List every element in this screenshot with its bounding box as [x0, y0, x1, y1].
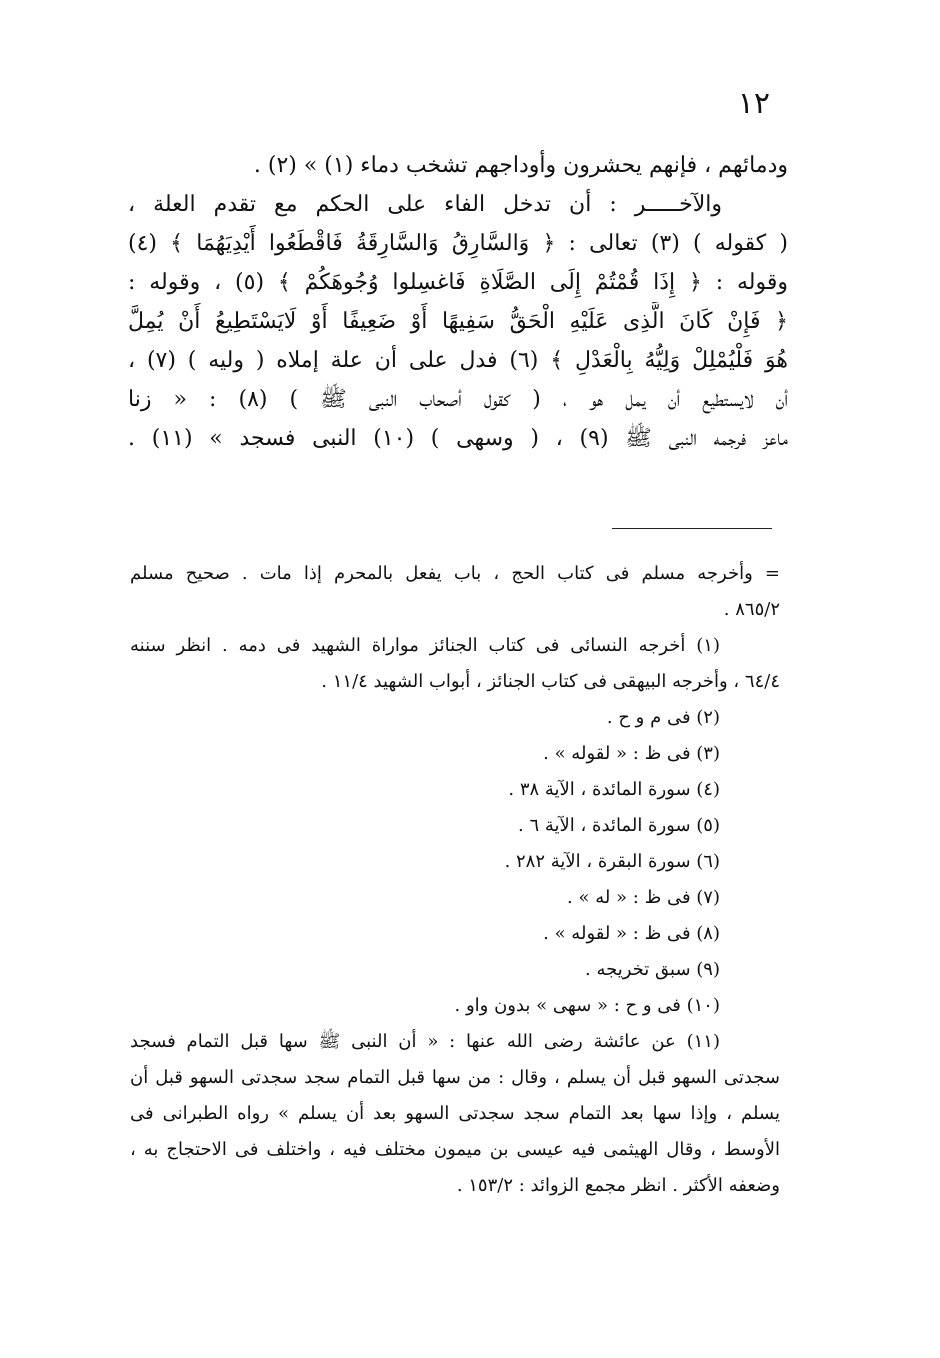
footnote-line: يسلم ، وإذا سها بعد التمام سجد سجدتى السهو بعد أن يسلم » رواه الطبرانى فى — [130, 1103, 780, 1124]
footnote-line: (٨) فى ظ : « لقوله » . — [543, 923, 720, 944]
footnote-line: (٧) فى ظ : « له » . — [567, 887, 720, 908]
footnote-line: (١) أخرجه النسائى فى كتاب الجنائز مواراة الشهيد فى دمه . انظر سننه — [130, 635, 720, 656]
footnote-line: (٦) سورة البقرة ، الآية ٢٨٢ . — [504, 851, 720, 872]
footnote-line: ٦٤/٤ ، وأخرجه البيهقى فى كتاب الجنائز ، أبواب الشهيد ١١/٤ . — [321, 671, 780, 692]
footnotes — [130, 556, 780, 1204]
footnote-line: وضعفه الأكثر . انظر مجمع الزوائد : ١٥٣/٢ . — [456, 1175, 780, 1196]
footnote-line: سجدتى السهو قبل أن يسلم ، وقال : من سها قبل التمام سجد سجدتى السهو قبل أن — [130, 1067, 780, 1088]
footnote-line: (١٠) فى و ح : « سهى » بدون واو . — [454, 995, 720, 1016]
main-text-line: هُوَ فَلْيُمْلِلْ وَلِيُّهُ بِالْعَدْلِ ﴾ (٦) فدل على أن علة إملاه ( وليه ) (٧) ، — [128, 348, 788, 373]
footnote-line: (١١) عن عائشة رضى الله عنها : « أن النبى ﷺ سها قبل التمام فسجد — [130, 1031, 720, 1052]
footnote-line: (٣) فى ظ : « لقوله » . — [543, 743, 720, 764]
footnote-line: (٢) فى م و ح . — [606, 707, 720, 728]
main-text-line: ماعز فرجمه النبى ﷺ (٩) ، ( وسهى ) (١٠) النبى فسجد » (١١) . — [128, 426, 788, 451]
main-text-line: وقوله : ﴿ إِذَا قُمْتُمْ إِلَى الصَّلَاةِ فَاغسِلوا وُجُوهَكُمْ ﴾ (٥) ، وقوله : — [128, 270, 788, 295]
main-text-line: ﴿ فَإِنْ كَانَ الَّذِى عَلَيْهِ الْحَقُّ سَفِيهًا أَوْ ضَعِيفًا أَوْ لَايَسْتَطِيعُ أَنْ يُمِلَّ — [128, 309, 788, 334]
main-text-line: والآخـــــر : أن تدخل الفاء على الحكم مع تقدم العلة ، — [128, 192, 722, 217]
footnote-line: الأوسط ، وقال الهيثمى فيه عيسى بن ميمون مختلف فيه ، واختلف فى الاحتجاج به ، — [130, 1139, 780, 1160]
footnote-separator — [612, 528, 772, 529]
main-text-line: ودمائهم ، فإنهم يحشرون وأوداجهم تشخب دماء (١) » (٢) . — [253, 153, 788, 178]
main-text — [128, 146, 788, 458]
main-text-line: ( كقوله ) (٣) تعالى : ﴿ وَالسَّارِقُ وَالسَّارِقَةُ فَاقْطَعُوا أَيْدِيَهُمَا ﴾ (٤) — [128, 231, 788, 256]
footnote-line: ٨٦٥/٢ . — [723, 599, 780, 620]
footnote-line: (٥) سورة المائدة ، الآية ٦ . — [518, 815, 720, 836]
footnote-line: (٤) سورة المائدة ، الآية ٣٨ . — [508, 779, 720, 800]
footnote-line: (٩) سبق تخريجه . — [585, 959, 720, 980]
page-number: ١٢ — [737, 86, 770, 121]
footnote-line: = وأخرجه مسلم فى كتاب الحج ، باب يفعل بالمحرم إذا مات . صحيح مسلم — [130, 563, 780, 584]
main-text-line: أن لايستطيع أن يمل هو ، ( كقول أصحاب النبى ﷺ ) (٨) : « زنا — [128, 387, 788, 412]
